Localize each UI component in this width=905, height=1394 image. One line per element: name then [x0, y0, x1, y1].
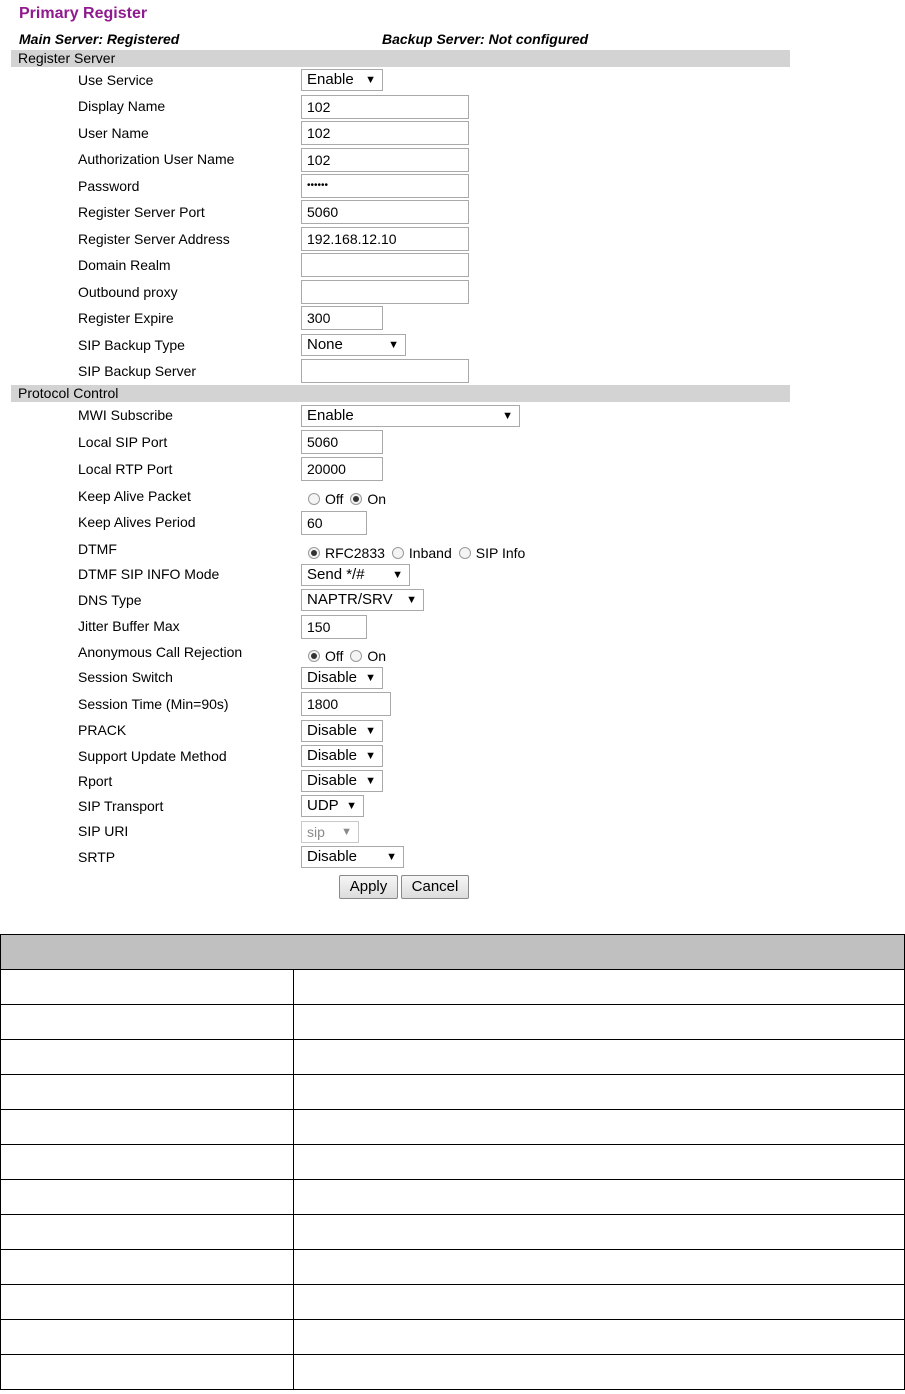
- local-rtp-port-label: Local RTP Port: [78, 461, 173, 477]
- use-service-value: Enable: [307, 71, 354, 88]
- table-cell: [294, 1180, 905, 1215]
- register-server-section-header: Register Server: [11, 50, 790, 67]
- table-cell: [294, 1250, 905, 1285]
- table-cell: [1, 1250, 294, 1285]
- chevron-down-icon: ▼: [388, 339, 399, 351]
- keep-alives-period-label: Keep Alives Period: [78, 514, 196, 530]
- anonymous-off-option[interactable]: Off: [308, 647, 343, 665]
- jitter-buffer-max-label: Jitter Buffer Max: [78, 618, 180, 634]
- dns-type-label: DNS Type: [78, 592, 142, 608]
- dns-type-value: NAPTR/SRV: [307, 591, 393, 608]
- table-row: [1, 1320, 905, 1355]
- table-row: [1, 1005, 905, 1040]
- auth-user-name-label: Authorization User Name: [78, 151, 235, 167]
- apply-button[interactable]: Apply: [339, 875, 398, 899]
- table-cell: [294, 1320, 905, 1355]
- local-sip-port-label: Local SIP Port: [78, 434, 168, 450]
- srtp-value: Disable: [307, 848, 358, 865]
- prack-label: PRACK: [78, 722, 127, 738]
- anonymous-on-option[interactable]: On: [350, 647, 386, 665]
- dtmf-radios: [308, 544, 532, 562]
- register-server-address-input[interactable]: 192.168.12.10: [301, 227, 469, 251]
- table-row: [1, 1110, 905, 1145]
- register-expire-input[interactable]: 300: [301, 306, 383, 330]
- dtmf-sip-info-option[interactable]: SIP Info: [459, 544, 526, 562]
- table-row: [1, 1215, 905, 1250]
- sip-backup-type-label: SIP Backup Type: [78, 337, 185, 353]
- radio-off-icon[interactable]: [308, 493, 320, 505]
- rport-value: Disable: [307, 772, 358, 789]
- user-name-label: User Name: [78, 125, 149, 141]
- sip-uri-value: sip: [307, 824, 325, 840]
- sip-transport-label: SIP Transport: [78, 798, 164, 814]
- password-input[interactable]: ••••••: [301, 174, 469, 198]
- table-cell: [1, 1005, 294, 1040]
- chevron-down-icon: ▼: [386, 851, 397, 863]
- register-server-address-label: Register Server Address: [78, 231, 230, 247]
- table-row: [1, 1250, 905, 1285]
- table-cell: [294, 970, 905, 1005]
- auth-user-name-input[interactable]: 102: [301, 148, 469, 172]
- password-label: Password: [78, 178, 140, 194]
- chevron-down-icon: ▼: [406, 594, 417, 606]
- radio-on-icon[interactable]: [350, 493, 362, 505]
- table-row: [1, 1040, 905, 1075]
- display-name-input[interactable]: 102: [301, 95, 469, 119]
- srtp-select[interactable]: [301, 846, 404, 868]
- keep-alive-packet-radios: [308, 490, 393, 508]
- anonymous-call-rejection-radios: [308, 647, 393, 665]
- use-service-label: Use Service: [78, 72, 154, 88]
- session-time-label: Session Time (Min=90s): [78, 696, 229, 712]
- table-cell: [1, 1040, 294, 1075]
- prack-select[interactable]: [301, 720, 383, 742]
- domain-realm-input[interactable]: [301, 253, 469, 277]
- table-cell: [294, 1355, 905, 1390]
- table-cell: [1, 1145, 294, 1180]
- table-cell: [294, 1110, 905, 1145]
- register-server-port-label: Register Server Port: [78, 204, 205, 220]
- table-cell: [1, 1075, 294, 1110]
- page-title: Primary Register: [19, 5, 148, 22]
- chevron-down-icon: ▼: [392, 569, 403, 581]
- radio-on-icon[interactable]: [308, 650, 320, 662]
- main-server-status: Main Server: Registered: [19, 31, 180, 47]
- protocol-control-section-header: Protocol Control: [11, 385, 790, 402]
- sip-backup-server-input[interactable]: [301, 359, 469, 383]
- rport-label: Rport: [78, 773, 113, 789]
- local-sip-port-input[interactable]: 5060: [301, 430, 383, 454]
- table-cell: [1, 1180, 294, 1215]
- dtmf-sip-info-mode-label: DTMF SIP INFO Mode: [78, 566, 220, 582]
- outbound-proxy-input[interactable]: [301, 280, 469, 304]
- sip-backup-type-value: None: [307, 336, 343, 353]
- prack-value: Disable: [307, 722, 358, 739]
- table-header-cell: [1, 935, 905, 970]
- mwi-subscribe-label: MWI Subscribe: [78, 407, 173, 423]
- support-update-method-value: Disable: [307, 747, 358, 764]
- reference-table: [0, 934, 905, 1390]
- backup-server-status: Backup Server: Not configured: [382, 31, 589, 47]
- table-cell: [294, 1005, 905, 1040]
- table-cell: [294, 1075, 905, 1110]
- display-name-label: Display Name: [78, 98, 166, 114]
- dns-type-select[interactable]: [301, 589, 424, 611]
- chevron-down-icon: ▼: [365, 750, 376, 762]
- table-row: [1, 1285, 905, 1320]
- table-row: [1, 1355, 905, 1390]
- table-cell: [294, 1145, 905, 1180]
- table-cell: [294, 1040, 905, 1075]
- sip-uri-label: SIP URI: [78, 823, 129, 839]
- chevron-down-icon: ▼: [365, 725, 376, 737]
- table-cell: [294, 1215, 905, 1250]
- table-cell: [294, 1285, 905, 1320]
- session-time-input[interactable]: 1800: [301, 692, 391, 716]
- dtmf-rfc2833-option[interactable]: RFC2833: [308, 544, 385, 562]
- keep-alives-period-input[interactable]: 60: [301, 511, 367, 535]
- rport-select[interactable]: [301, 770, 383, 792]
- outbound-proxy-label: Outbound proxy: [78, 284, 178, 300]
- chevron-down-icon: ▼: [502, 410, 513, 422]
- register-server-port-input[interactable]: 5060: [301, 200, 469, 224]
- table-row: [1, 1180, 905, 1215]
- mwi-subscribe-select[interactable]: [301, 405, 520, 427]
- srtp-label: SRTP: [78, 849, 116, 865]
- chevron-down-icon: ▼: [365, 672, 376, 684]
- mwi-subscribe-value: Enable: [307, 407, 354, 424]
- table-cell: [1, 1355, 294, 1390]
- keep-alive-off-option[interactable]: Off: [308, 490, 343, 508]
- table-row: [1, 1075, 905, 1110]
- sip-uri-select: [301, 821, 359, 843]
- table-header-row: [1, 935, 905, 970]
- radio-off-icon[interactable]: [350, 650, 362, 662]
- table-cell: [1, 1285, 294, 1320]
- chevron-down-icon: ▼: [346, 800, 357, 812]
- sip-backup-server-label: SIP Backup Server: [78, 363, 197, 379]
- jitter-buffer-max-input[interactable]: 150: [301, 615, 367, 639]
- sip-transport-select[interactable]: [301, 795, 364, 817]
- session-switch-select[interactable]: [301, 667, 383, 689]
- table-cell: [1, 1215, 294, 1250]
- table-row: [1, 970, 905, 1005]
- table-cell: [1, 1320, 294, 1355]
- register-expire-label: Register Expire: [78, 310, 174, 326]
- domain-realm-label: Domain Realm: [78, 257, 171, 273]
- radio-on-icon[interactable]: [308, 547, 320, 559]
- radio-off-icon[interactable]: [459, 547, 471, 559]
- dtmf-sip-info-mode-select[interactable]: [301, 564, 410, 586]
- keep-alive-packet-label: Keep Alive Packet: [78, 488, 191, 504]
- dtmf-sip-info-mode-value: Send */#: [307, 566, 365, 583]
- anonymous-call-rejection-label: Anonymous Call Rejection: [78, 644, 243, 660]
- table-cell: [1, 1110, 294, 1145]
- chevron-down-icon: ▼: [365, 74, 376, 86]
- radio-off-icon[interactable]: [392, 547, 404, 559]
- support-update-method-label: Support Update Method: [78, 748, 227, 764]
- user-name-input[interactable]: 102: [301, 121, 469, 145]
- use-service-select[interactable]: [301, 69, 383, 91]
- chevron-down-icon: ▼: [365, 775, 376, 787]
- sip-backup-type-select[interactable]: [301, 334, 406, 356]
- sip-transport-value: UDP: [307, 797, 339, 814]
- session-switch-value: Disable: [307, 669, 358, 686]
- table-row: [1, 1145, 905, 1180]
- dtmf-label: DTMF: [78, 541, 117, 557]
- keep-alive-on-option[interactable]: On: [350, 490, 386, 508]
- table-cell: [1, 970, 294, 1005]
- support-update-method-select[interactable]: [301, 745, 383, 767]
- chevron-down-icon: ▼: [341, 826, 352, 838]
- session-switch-label: Session Switch: [78, 669, 173, 685]
- cancel-button[interactable]: Cancel: [401, 875, 469, 899]
- dtmf-inband-option[interactable]: Inband: [392, 544, 452, 562]
- local-rtp-port-input[interactable]: 20000: [301, 457, 383, 481]
